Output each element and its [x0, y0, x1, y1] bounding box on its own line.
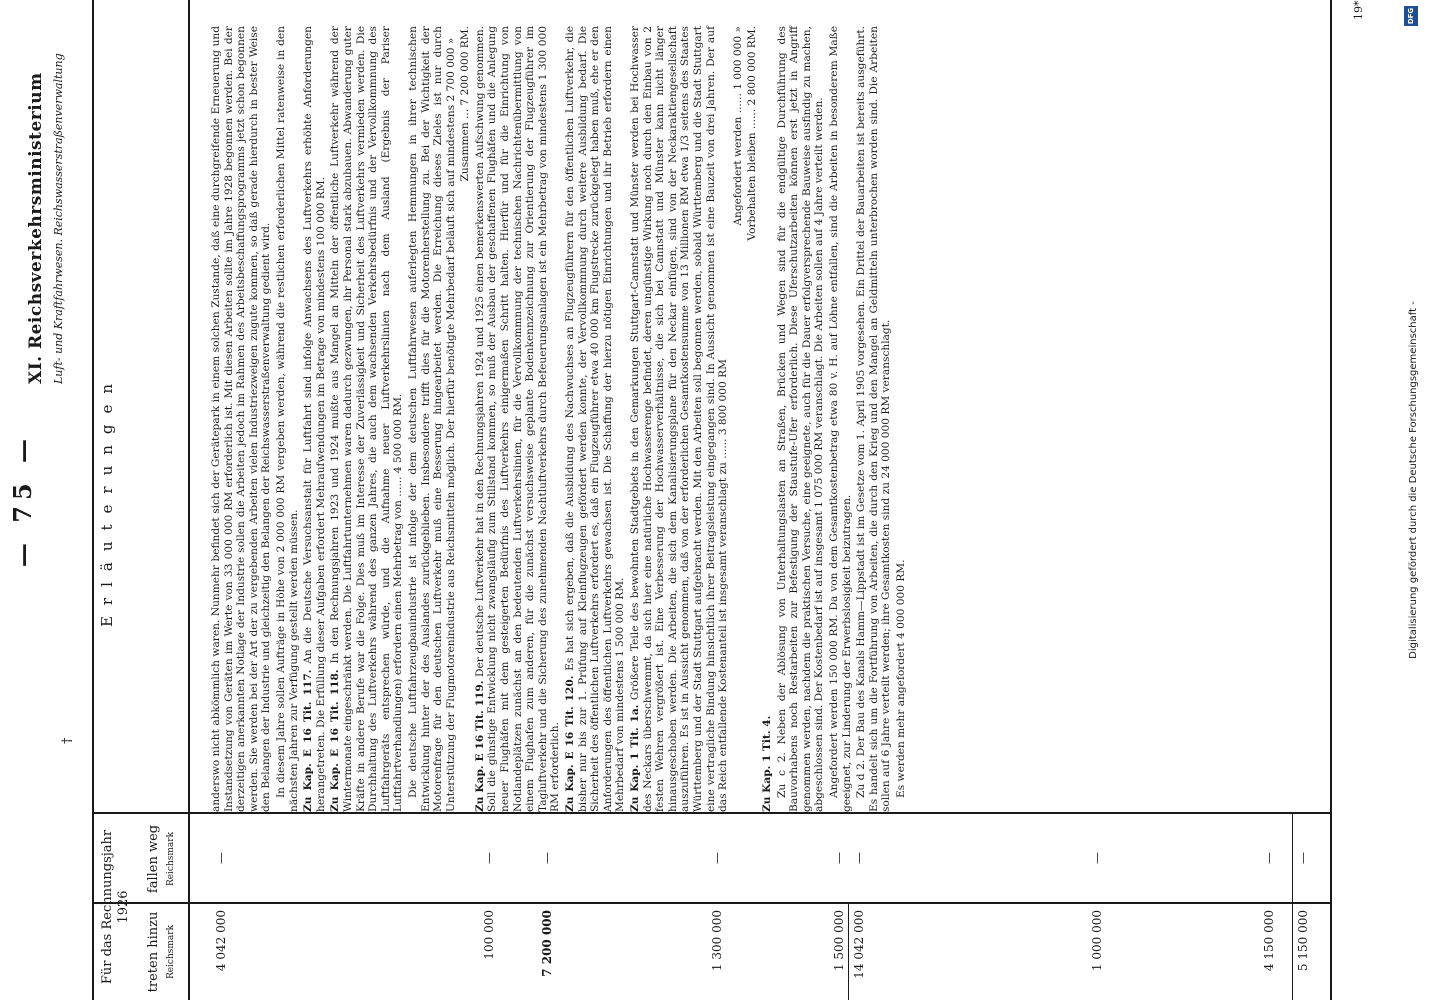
amount-subtotal: 14 042 000 [852, 910, 866, 979]
amount-dropped: — [1090, 852, 1104, 864]
budget-reference: Zu Kap. E 16 Tit. 117. [302, 669, 315, 812]
amount-dropped: — [482, 852, 496, 864]
paragraph [474, 26, 562, 812]
paragraph-text: Die deutsche Luftfahrzeugbauindustrie ist infolge der dem deutschen Luftfahrwesen auferlegten Hemmungen in ihrer technischen Entwicklung hinter der des Auslandes zurückgeblieben. Insbesondere trifft dies für die Motorenherstellung zu. Bei der Wichtigkeit der Motorenfrage für den deutschen Luftverkehr muß eine Besserung hingearbeitet werden. Die Erreichung dieses Zieles ist nur durch Unterstützung der Flugmotorenindustrie aus Reichsmitteln möglich. Der hierfür benötigte Mehrbedarf beläuft sich auf mindestens [406, 26, 457, 812]
table-head-dropped [146, 816, 179, 902]
dropped-label: fallen weg [146, 824, 161, 894]
amount-dropped: — [710, 852, 724, 864]
paragraph-text: In den Rechnungsjahren 1923 und 1924 mußte aus Mangel an Mitteln der öffentliche Luftverkehr während der Wintermonate eingeschränkt werden. Die Luftfahrtunternehmen waren dadurch gezwungen, ihr Personal stark abzubauen. Abwanderung guter Kräfte in andere Berufe war die Folge. Dies muß im Interesse der Zuverlässigkeit und Sicherheit des Luftverkehrs vermieden werden. Die Durchhaltung des Luftverkehrs während des ganzen Jahres, die auch dem wachsenden Verkehrsbedürfnis und der Vervollkommnung des Luftfahrgeräts entsprechen würde, und die Aufnahme neuer Luftverkehrslinien nach dem Ausland (Ergebnis der Pariser Luftfahrtverhandlungen) erfordern einen Mehrbetrag von [329, 26, 405, 812]
paragraph-text: An die Deutsche Versuchsanstalt für Luftfahrt sind infolge Anwachsens des Luftverkehrs erhöhte Anforderungen herangetreten. Die Erfüllung dieser Aufgaben erfordert Mehraufwendungen im Betrage von mindestens 100 000 RM. [302, 26, 327, 812]
budget-reference: Zu Kap. 1 Tit. 4. [760, 715, 773, 812]
amount-added: 1 300 000 [710, 910, 724, 972]
paragraph: Zu c 2. Neben der Ablösung von Unterhaltungslasten an Straßen, Brücken und Wegen sind für die endgültige Durchführung des Bauvorhabens noch Restarbeiten zur Befestigung der Staustufe-Ufer erforderlich. Diese Uferschutzarbeiten können erst jetzt in Angriff genommen werden, nachdem die praktischen Versuche, eine geeignete, auch für die Dauer erfolgversprechende Bauweise ausfindig zu machen, abgeschlossen sind. Der Kostenbedarf ist auf insgesamt 1 075 000 RM veranschlagt. Die Arbeiten sollen auf 4 Jahre verteilt werden. [775, 26, 826, 812]
amount-dropped: — [1296, 852, 1310, 864]
sum-amount: 2 800 000 RM. [746, 26, 759, 106]
table-head-year: Für das Rechnungsjahr 1926 [100, 829, 131, 985]
dfg-logo: DFG [1404, 6, 1418, 26]
sheet-number: 19* [1352, 0, 1365, 20]
table-top-rule [92, 0, 94, 1000]
amount-dropped: — [852, 852, 866, 864]
dropped-unit: Reichsmark [166, 831, 176, 887]
paragraph-text: Größere Teile des bewohnten Stadtgebiets in den Gemarkungen Stuttgart-Cannstatt und Münster werden bei Hochwasser des Neckars überschwemmt, da sich hier eine natürliche Hochwasserenge befindet, deren ungünstige Wirkung noch durch den Einbau von 2 festen Wehren vergrößert ist. Eine Verbesserung der Hochwasserverhältnisse, die sich bei Cannstatt und Münster kann nicht länger hinausgeschoben werden. Die Arbeiten, die sich dem Kanalisierungsplane für den Neckar einfügen, sind von der Neckaraktiengesellschaft auszuführen. Es ist in Aussicht genommen, daß von der erforderlichen Gesamtkostensumme von 13 Millionen RM etwa 1/3 seitens des Staates Württemberg und der Stadt Stuttgart aufgebracht werden. Mit den Arbeiten soll begonnen werden, sobald Württemberg und die Stadt Stuttgart eine vertragliche Bindung hinsichtlich ihrer Beitragsleistung eingegangen sind. In Aussicht genommen ist eine Bauzeit von drei Jahren. Der auf das Reich entfallende Kostenanteil ist insgesamt veranschlagt zu [629, 25, 730, 812]
sum-line: Angefordert werden ...... 1 000 000 » [731, 26, 744, 226]
sum-line: Vorbehalten bleiben ...... 2 800 000 RM. [746, 26, 759, 241]
inline-amount: 4 500 000 RM. [392, 393, 405, 474]
paragraph: Zu Kap. E 16 Tit. 118. In den Rechnungsjahren 1923 und 1924 mußte aus Mangel an Mitteln der öffentliche Luftverkehr während der Wintermonate eingeschränkt werden. Die Luftfahrtunternehmen waren dadurch gezwungen, ihr Personal stark abzubauen. Abwanderung guter Kräfte in andere Berufe war die Folge. Dies muß im Interesse der Zuverlässigkeit und Sicherheit des Luftverkehrs vermieden werden. Die Durchhaltung des Luftverkehrs während des ganzen Jahres, die auch dem wachsenden Verkehrsbedürfnis und der Vervollkommnung des Luftfahrgeräts entsprechen würde, und die Aufnahme neuer Luftverkehrslinien nach dem Ausland (Ergebnis der Pariser Luftfahrtverhandlungen) erfordern einen Mehrbetrag von ...... 4 500 000 RM. [329, 26, 405, 812]
paragraph: Zu Kap. 1 Tit. 1a. Größere Teile des bewohnten Stadtgebiets in den Gemarkungen Stuttgart-Cannstatt und Münster werden bei Hochwasser des Neckars überschwemmt, da sich hier eine natürliche Hochwasserenge befindet, deren ungünstige Wirkung noch durch den Einbau von 2 festen Wehren vergrößert ist. Eine Verbesserung der Hochwasserverhältnisse, die sich bei Cannstatt und Münster kann nicht länger hinausgeschoben werden. Die Arbeiten, die sich dem Kanalisierungsplane für den Neckar einfügen, sind von der Neckaraktiengesellschaft auszuführen. Es ist in Aussicht genommen, daß von der erforderlichen Gesamtkostensumme von 13 Millionen RM etwa 1/3 seitens des Staates Württemberg und der Stadt Stuttgart aufgebracht werden. Mit den Arbeiten soll begonnen werden, sobald Württemberg und die Stadt Stuttgart eine vertragliche Bindung hinsichtlich ihrer Beitragsleistung eingegangen sind. In Aussicht genommen ist eine Bauzeit von drei Jahren. Der auf das Reich entfallende Kostenanteil ist insgesamt veranschlagt zu ...... 3 800 000 RM [629, 25, 730, 812]
budget-reference: Zu Kap. E 16 Tit. 120. [564, 675, 577, 812]
paragraph-text: Es hat sich ergeben, daß die Ausbildung des Nachwuchses an Flugzeugführern für den öffentlichen Luftverkehr, die bisher nur bis zur 1. Prüfung auf Kleinflugzeugen gefördert werden konnte, der Vervollkommnung durch weitere Ausbildung bedarf. Die Sicherheit des öffentlichen Luftverkehrs erfordert es, daß ein Flugzeugführer etwa 40 000 km Flugstrecke zurückgelegt haben muß, ehe er den Anforderungen des öffentlichen Luftverkehrs gewachsen ist. Die Schaffung der hierzu nötigen Einrichtungen und ihr Betrieb erfordern einen Mehrbedarf von mindestens 1 500 000 RM. [564, 25, 627, 812]
paragraph: In diesem Jahre sollen Aufträge in Höhe von 2 000 000 RM vergeben werden, während die restlichen erforderlichen Mittel ratenweise in den nächsten Jahren zur Verfügung gestellt werden müssen. [274, 26, 300, 812]
sum-line [459, 26, 472, 812]
paragraph: Angefordert werden 150 000 RM. Da von dem Gesamtkostenbetrag etwa 80 v. H. auf Löhne entfallen, sind die Arbeiten in besonderem Maße geeignet, zur Linderung der Erwerbslosigkeit beizutragen. [827, 26, 853, 812]
inline-amount: 2 700 000 [444, 47, 457, 102]
sum-label: Vorbehalten bleiben [746, 132, 759, 241]
amount-dropped: — [540, 852, 554, 864]
paragraph: Es werden mehr angefordert 4 000 000 RM. [894, 559, 907, 798]
paragraph [564, 26, 627, 812]
ministry-title: XI. Reichsverkehrsministerium [26, 72, 46, 384]
inline-amount: 3 800 000 RM [717, 359, 730, 436]
paragraph [302, 26, 327, 812]
amount-added: 4 150 000 [1262, 910, 1276, 972]
ministry-subtitle: Luft- und Kraftfahrwesen. Reichswasserstraßenverwaltung [52, 53, 65, 384]
amount-added: 1 000 000 [1090, 910, 1104, 972]
page-number: — 75 — [8, 432, 37, 568]
column-heading-erlaeuterungen: Erläuterungen [98, 372, 116, 628]
amount-dropped: — [1262, 852, 1276, 864]
explanations-body [210, 26, 909, 812]
sum-label: Angefordert werden [731, 116, 744, 226]
sum-amount: 7 200 000 RM. [459, 26, 472, 106]
table-head-rule [188, 0, 190, 1000]
amount-added: 7 200 000 [540, 910, 554, 977]
running-header [26, 0, 65, 384]
amount-column-rule [92, 902, 1332, 904]
budget-reference: Zu Kap. E 16 Tit. 119. [473, 680, 486, 812]
paragraph: Die deutsche Luftfahrzeugbauindustrie ist infolge der dem deutschen Luftfahrwesen auferlegten Hemmungen in ihrer technischen Entwicklung hinter der des Auslandes zurückgeblieben. Insbesondere trifft dies für die Motorenherstellung zu. Bei der Wichtigkeit der Motorenfrage für den deutschen Luftverkehr muß eine Besserung hingearbeitet werden. Die Erreichung dieses Zieles ist nur durch Unterstützung der Flugmotorenindustrie aus Reichsmitteln möglich. Der hierfür benötigte Mehrbedarf beläuft sich auf mindestens 2 700 000 » [406, 26, 457, 812]
amount-added: 100 000 [482, 910, 496, 960]
table-head-added [146, 906, 179, 998]
amount-dropped: — [832, 852, 846, 864]
paragraph: anderswo nicht abkömmlich waren. Nunmehr befindet sich der Gerätepark in einem solchen Zustande, daß eine durchgreifende Erneuerung und Instandsetzung von Geräten im Werte von 33 000 000 RM erforderlich ist. Mit diesen Arbeiten sollte im Jahre 1928 begonnen werden. Bei der derzeitigen anerkannten Notlage der Industrie sollen die Arbeiten jedoch im Rahmen des Arbeitsbeschaffungsprogramms jetzt schon begonnen werden. Sie werden bei der Art der zu vergebenden Arbeiten vielen Industriezweigen zugute kommen, so daß gerade hierdurch in bester Weise den Belangen der Industrie und gleichzeitig den Belangen der Reichswasserstraßenverwaltung gedient wird. [210, 26, 273, 812]
paragraph-text: Der deutsche Luftverkehr hat in den Rechnungsjahren 1924 und 1925 einen bemerkenswerten Aufschwung genommen. Soll die günstige Entwicklung nicht zwangsläufig zum Stillstand kommen, so muß der Ausbau der geschaffenen Flughäfen und die Anlegung neuer Flughäfen mit dem gesteigerten Bedürfnis des Luftverkehrs einigermaßen Schritt halten. Hierfür und für die Einrichtung von Notlandeplätzen zunächst an den bedeutenden Luftverkehrslinien, für die Vervollkommnung der technischen Nachrichtenübermittlung von einem Flughafen zum anderen, für die zunächst versuchsweise geplante Bodenkennzeichnung zur Orientierung der Flugzeugführer im Tagluftverkehr und die Sicherung des zunehmenden Nachtluftverkehrs durch Befeuerungsanlagen ist ein Mehrbetrag von mindestens 1 300 000 RM erforderlich. [473, 25, 562, 812]
digitization-note: Digitalisierung gefördert durch die Deutsche Forschungsgemeinschaft - [1408, 301, 1419, 659]
budget-reference: Zu Kap. E 16 Tit. 118. [329, 669, 342, 812]
added-label: treten hinzu [146, 911, 161, 993]
amount-dropped: — [214, 852, 228, 864]
dagger-mark: † [60, 737, 75, 744]
amount-added: 1 500 000 [832, 910, 846, 972]
budget-reference: Zu Kap. 1 Tit. 1a. [629, 704, 641, 812]
added-unit: Reichsmark [166, 924, 176, 980]
paragraph: Zu d 2. Der Bau des Kanals Hamm—Lippstadt ist im Gesetze vom 1. April 1905 vorgesehen. Ein Drittel der Bauarbeiten ist bereits ausgeführt. Es handelt sich um die Fortführung von Arbeiten, die durch den Krieg und den Mangel an Geldmitteln unterbrochen worden sind. Die Arbeiten sollen auf 6 Jahre verteilt werden; ihre Gesamtkosten sind zu 24 000 000 RM veranschlagt. [855, 26, 893, 812]
text-column-rule [92, 812, 1332, 814]
sum-label: Zusammen ... [459, 108, 472, 182]
amount-added: 4 042 000 [214, 910, 228, 972]
sum-amount: 1 000 000 [731, 35, 744, 90]
paragraph [761, 26, 774, 812]
table-bottom-rule [1330, 0, 1332, 1000]
amount-total: 5 150 000 [1296, 910, 1310, 972]
total-rule [1292, 814, 1293, 1000]
subtotal-rule [848, 904, 849, 1000]
